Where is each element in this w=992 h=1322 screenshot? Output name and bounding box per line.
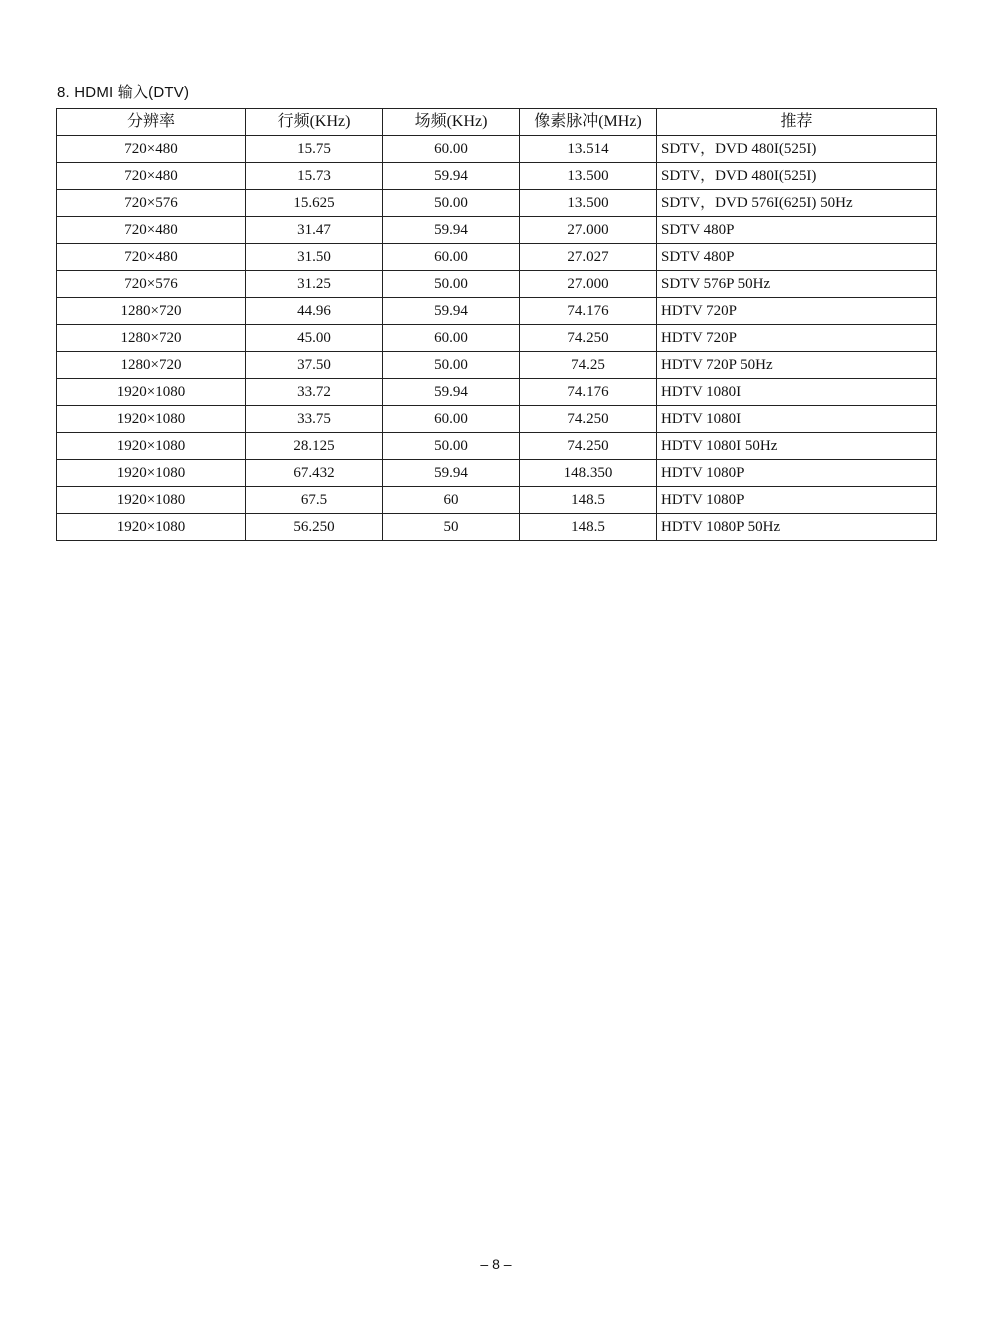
cell-horizontal-frequency: 67.5	[246, 487, 383, 514]
cell-pixel-clock: 74.176	[520, 379, 657, 406]
cell-resolution: 720×480	[57, 217, 246, 244]
section-title: 8. HDMI 输入(DTV)	[57, 84, 190, 101]
cell-pixel-clock: 13.500	[520, 163, 657, 190]
cell-vertical-frequency: 59.94	[383, 217, 520, 244]
cell-horizontal-frequency: 67.432	[246, 460, 383, 487]
cell-vertical-frequency: 50.00	[383, 271, 520, 298]
cell-recommendation: HDTV 1080P 50Hz	[657, 514, 937, 541]
table-row	[57, 190, 937, 217]
cell-resolution: 1280×720	[57, 352, 246, 379]
table-row	[57, 244, 937, 271]
cell-vertical-frequency: 60	[383, 487, 520, 514]
cell-resolution: 1920×1080	[57, 514, 246, 541]
table-row	[57, 325, 937, 352]
cell-pixel-clock: 27.000	[520, 271, 657, 298]
cell-recommendation: SDTV 480P	[657, 244, 937, 271]
header-recommendation: 推荐	[657, 109, 937, 136]
cell-vertical-frequency: 59.94	[383, 163, 520, 190]
resolution-table	[56, 108, 937, 541]
cell-pixel-clock: 74.250	[520, 325, 657, 352]
cell-vertical-frequency: 50	[383, 514, 520, 541]
cell-pixel-clock: 13.500	[520, 190, 657, 217]
cell-recommendation: SDTV，DVD 480I(525I)	[657, 136, 937, 163]
cell-horizontal-frequency: 15.73	[246, 163, 383, 190]
cell-horizontal-frequency: 31.25	[246, 271, 383, 298]
cell-recommendation: HDTV 1080I	[657, 406, 937, 433]
cell-horizontal-frequency: 44.96	[246, 298, 383, 325]
cell-pixel-clock: 148.5	[520, 487, 657, 514]
cell-recommendation: SDTV 480P	[657, 217, 937, 244]
cell-recommendation: SDTV，DVD 576I(625I) 50Hz	[657, 190, 937, 217]
cell-horizontal-frequency: 56.250	[246, 514, 383, 541]
cell-pixel-clock: 74.176	[520, 298, 657, 325]
cell-recommendation: HDTV 1080I	[657, 379, 937, 406]
cell-vertical-frequency: 60.00	[383, 325, 520, 352]
cell-vertical-frequency: 60.00	[383, 244, 520, 271]
cell-recommendation: HDTV 720P	[657, 298, 937, 325]
cell-vertical-frequency: 50.00	[383, 433, 520, 460]
cell-pixel-clock: 148.5	[520, 514, 657, 541]
cell-pixel-clock: 27.027	[520, 244, 657, 271]
table-row	[57, 460, 937, 487]
cell-resolution: 720×576	[57, 271, 246, 298]
table-row	[57, 136, 937, 163]
cell-recommendation: SDTV，DVD 480I(525I)	[657, 163, 937, 190]
cell-resolution: 1920×1080	[57, 460, 246, 487]
table-row	[57, 217, 937, 244]
cell-pixel-clock: 74.25	[520, 352, 657, 379]
cell-recommendation: HDTV 1080I 50Hz	[657, 433, 937, 460]
header-horizontal-frequency: 行频(KHz)	[246, 109, 383, 136]
cell-recommendation: HDTV 1080P	[657, 487, 937, 514]
cell-horizontal-frequency: 31.47	[246, 217, 383, 244]
cell-horizontal-frequency: 45.00	[246, 325, 383, 352]
table-row	[57, 433, 937, 460]
cell-resolution: 720×576	[57, 190, 246, 217]
cell-resolution: 720×480	[57, 244, 246, 271]
table-row	[57, 271, 937, 298]
cell-vertical-frequency: 60.00	[383, 406, 520, 433]
cell-resolution: 1280×720	[57, 298, 246, 325]
cell-horizontal-frequency: 28.125	[246, 433, 383, 460]
cell-horizontal-frequency: 33.72	[246, 379, 383, 406]
table-row	[57, 406, 937, 433]
cell-pixel-clock: 27.000	[520, 217, 657, 244]
cell-pixel-clock: 148.350	[520, 460, 657, 487]
table-row	[57, 163, 937, 190]
page-number: – 8 –	[480, 1256, 512, 1272]
cell-pixel-clock: 74.250	[520, 433, 657, 460]
cell-horizontal-frequency: 37.50	[246, 352, 383, 379]
table-row	[57, 352, 937, 379]
cell-recommendation: SDTV 576P 50Hz	[657, 271, 937, 298]
cell-vertical-frequency: 59.94	[383, 379, 520, 406]
cell-resolution: 1920×1080	[57, 406, 246, 433]
cell-pixel-clock: 74.250	[520, 406, 657, 433]
table-header-row	[57, 109, 937, 136]
table-row	[57, 514, 937, 541]
cell-horizontal-frequency: 15.625	[246, 190, 383, 217]
cell-recommendation: HDTV 720P	[657, 325, 937, 352]
cell-vertical-frequency: 59.94	[383, 298, 520, 325]
cell-vertical-frequency: 60.00	[383, 136, 520, 163]
cell-resolution: 1920×1080	[57, 433, 246, 460]
cell-vertical-frequency: 59.94	[383, 460, 520, 487]
cell-resolution: 1920×1080	[57, 379, 246, 406]
cell-horizontal-frequency: 33.75	[246, 406, 383, 433]
table-row	[57, 298, 937, 325]
cell-resolution: 720×480	[57, 136, 246, 163]
header-resolution: 分辨率	[57, 109, 246, 136]
cell-vertical-frequency: 50.00	[383, 352, 520, 379]
cell-resolution: 720×480	[57, 163, 246, 190]
header-pixel-clock: 像素脉冲(MHz)	[520, 109, 657, 136]
header-vertical-frequency: 场频(KHz)	[383, 109, 520, 136]
cell-horizontal-frequency: 15.75	[246, 136, 383, 163]
cell-horizontal-frequency: 31.50	[246, 244, 383, 271]
cell-recommendation: HDTV 1080P	[657, 460, 937, 487]
cell-resolution: 1920×1080	[57, 487, 246, 514]
cell-pixel-clock: 13.514	[520, 136, 657, 163]
table-row	[57, 487, 937, 514]
cell-recommendation: HDTV 720P 50Hz	[657, 352, 937, 379]
table-row	[57, 379, 937, 406]
cell-vertical-frequency: 50.00	[383, 190, 520, 217]
cell-resolution: 1280×720	[57, 325, 246, 352]
